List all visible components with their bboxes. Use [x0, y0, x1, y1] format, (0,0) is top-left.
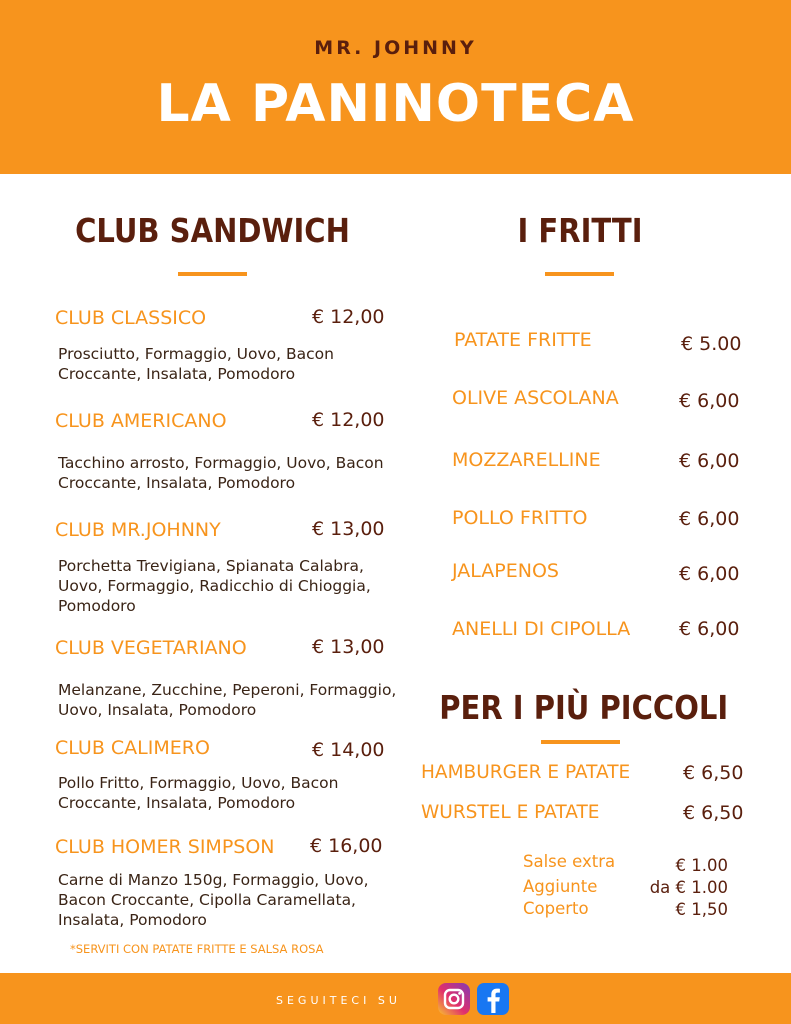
restaurant-subtitle: MR. JOHNNY: [314, 37, 477, 59]
extra-name: Aggiunte: [523, 877, 598, 896]
fritti-item-price: € 6,00: [679, 508, 740, 530]
instagram-icon[interactable]: [437, 982, 471, 1016]
club-item-desc: Pollo Fritto, Formaggio, Uovo, Bacon Croccante, Insalata, Pomodoro: [58, 774, 339, 812]
club-item-price: € 14,00: [312, 739, 385, 761]
club-item-price: € 12,00: [312, 409, 385, 431]
extra-name: Salse extra: [523, 852, 616, 871]
fritti-item-name: ANELLI DI CIPOLLA: [452, 618, 631, 640]
piccoli-item-name: HAMBURGER E PATATE: [421, 762, 631, 783]
club-item-desc: Porchetta Trevigiana, Spianata Calabra, Uovo, Formaggio, Radicchio di Chioggia, Pomodoro: [58, 557, 371, 615]
piccoli-section-title: PER I PIÙ PICCOLI: [439, 688, 729, 727]
restaurant-title: LA PANINOTECA: [156, 74, 635, 134]
extra-price: € 1.00: [675, 856, 728, 875]
club-item-name: CLUB CLASSICO: [55, 307, 207, 329]
fritti-item-price: € 6,00: [679, 563, 740, 585]
extra-price: da € 1.00: [649, 878, 728, 897]
fritti-item-name: PATATE FRITTE: [454, 329, 592, 351]
extra-price: € 1,50: [675, 900, 728, 919]
club-item-price: € 13,00: [312, 518, 385, 540]
follow-us-label: SEGUITECI SU: [276, 994, 401, 1007]
club-section-title: CLUB SANDWICH: [75, 211, 350, 250]
club-item-price: € 16,00: [310, 835, 383, 857]
fritti-section-title: I FRITTI: [517, 211, 643, 250]
fritti-item-price: € 5.00: [681, 333, 742, 355]
club-item-name: CLUB HOMER SIMPSON: [55, 836, 275, 858]
facebook-icon[interactable]: [476, 982, 510, 1016]
club-item-desc: Carne di Manzo 150g, Formaggio, Uovo, Bacon Croccante, Cipolla Caramellata, Insalata, Pomodoro: [58, 871, 369, 929]
club-item-desc: Tacchino arrosto, Formaggio, Uovo, Bacon Croccante, Insalata, Pomodoro: [58, 454, 384, 492]
club-section-rule: [178, 272, 247, 276]
served-with-note: *SERVITI CON PATATE FRITTE E SALSA ROSA: [70, 942, 324, 956]
fritti-item-name: OLIVE ASCOLANA: [452, 387, 619, 409]
club-item-name: CLUB CALIMERO: [55, 737, 210, 759]
fritti-item-price: € 6,00: [679, 390, 740, 412]
fritti-item-price: € 6,00: [679, 450, 740, 472]
fritti-item-name: POLLO FRITTO: [452, 507, 588, 529]
fritti-item-price: € 6,00: [679, 618, 740, 640]
piccoli-item-price: € 6,50: [683, 762, 744, 784]
club-item-price: € 12,00: [312, 306, 385, 328]
club-item-price: € 13,00: [312, 636, 385, 658]
club-item-name: CLUB MR.JOHNNY: [55, 519, 221, 541]
fritti-item-name: MOZZARELLINE: [452, 449, 601, 471]
fritti-item-name: JALAPENOS: [452, 560, 559, 582]
extra-name: Coperto: [523, 899, 589, 918]
club-item-name: CLUB AMERICANO: [55, 410, 227, 432]
piccoli-item-name: WURSTEL E PATATE: [421, 802, 600, 823]
club-item-desc: Prosciutto, Formaggio, Uovo, Bacon Croccante, Insalata, Pomodoro: [58, 345, 334, 383]
piccoli-item-price: € 6,50: [683, 802, 744, 824]
club-item-desc: Melanzane, Zucchine, Peperoni, Formaggio, Uovo, Insalata, Pomodoro: [58, 681, 397, 719]
club-item-name: CLUB VEGETARIANO: [55, 637, 247, 659]
fritti-section-rule: [545, 272, 614, 276]
piccoli-section-rule: [541, 740, 620, 744]
